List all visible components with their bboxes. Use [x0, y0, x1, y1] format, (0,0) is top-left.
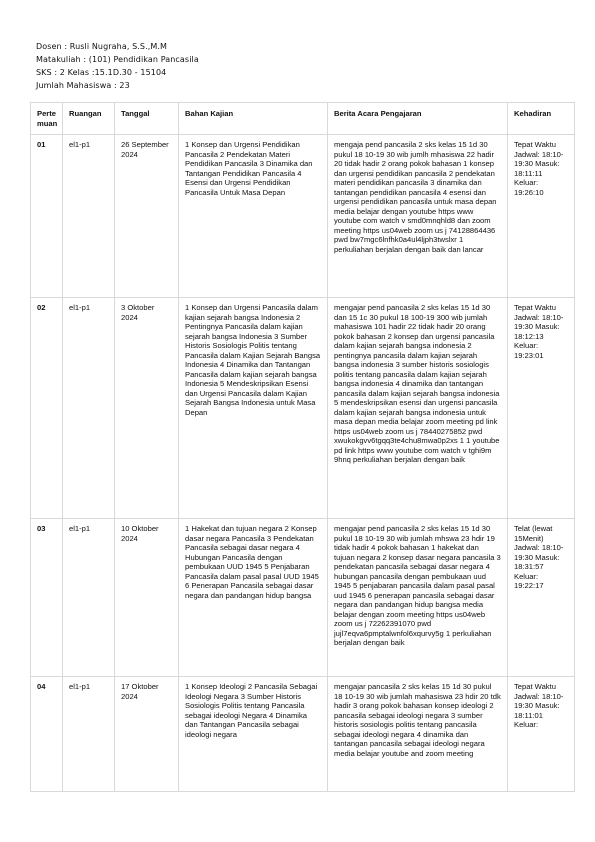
jumlah-mahasiswa-line: Jumlah Mahasiswa : 23 [36, 81, 130, 90]
dosen-line: Dosen : Rusli Nugraha, S.S.,M.M [36, 42, 168, 51]
document-header [36, 40, 199, 92]
cell-tanggal: 26 September 2024 [115, 135, 179, 298]
col-header-ruangan: Ruangan [63, 103, 115, 135]
sks-line: SKS : 2 Kelas :15.1D.30 - 15104 [36, 68, 167, 77]
table-header-row [31, 103, 575, 135]
cell-bahan-kajian: 1 Hakekat dan tujuan negara 2 Konsep dasar negara Pancasila 3 Pendekatan Pancasila sebagai dasar negara 4 Hubungan Pancasila dengan pembukaan UUD 1945 5 Penjabaran Pancasila dalam pasal pasal UUD 1945 6 Penerapan Pancasila sebagai dasar negara dan pandangan hidup bangsa [179, 519, 328, 677]
cell-kehadiran: Tepat Waktu Jadwal: 18:10-19:30 Masuk: 18:11:11 Keluar: 19:26:10 [508, 135, 575, 298]
col-header-tanggal: Tanggal [115, 103, 179, 135]
cell-ruangan: el1-p1 [63, 519, 115, 677]
cell-pertemuan: 03 [31, 519, 63, 677]
cell-tanggal: 10 Oktober 2024 [115, 519, 179, 677]
cell-pertemuan: 02 [31, 298, 63, 519]
table-row [31, 677, 575, 792]
cell-pertemuan: 01 [31, 135, 63, 298]
table-row [31, 298, 575, 519]
cell-kehadiran: Tepat Waktu Jadwal: 18:10-19:30 Masuk: 18:11:01 Keluar: [508, 677, 575, 792]
cell-berita-acara: mengajar pancasila 2 sks kelas 15 1d 30 pukul 18 10-19 30 wib jumlah mahasiswa 23 hdir 20 tdk hadir 3 orang pokok bahasan konsep ideologi 2 pancasila sebagai ideologi negara 3 sumber historis sosiologis politis tentang pancasila sebagai ideologi negara 4 dinamika dan tantangan pancasila sebagai ideologi negara media belajar youtube and zoom meeting [328, 677, 508, 792]
cell-tanggal: 17 Oktober 2024 [115, 677, 179, 792]
cell-tanggal: 3 Oktober 2024 [115, 298, 179, 519]
cell-berita-acara: mengajar pend pancasila 2 sks kelas 15 1d 30 pukul 18 10-19 30 wib jumlah mhswa 23 hdir 19 tidak hadir 4 pokok bahasan 1 hakekat dan tujuan negara 2 konsep dasar negara pancasila 3 pendekatan pancasila sebagai dasar negara 4 hubungan pancasila dengan pembukaan uud 1945 5 penjabaran pancasila dalam pasal pasal uud 1945 6 penerapan pancasila sebagai dasar negara dan pandangan hidup bangsa media belajar dengan zoom meeting https us04web zoom us j 72262391070 pwd jujl7eqva6pmptalwnfol6xqurvy5g 1 perkuliahan berjalan dengan baik [328, 519, 508, 677]
matakuliah-line: Matakuliah : (101) Pendidikan Pancasila [36, 55, 199, 64]
cell-berita-acara: mengajar pend pancasila 2 sks kelas 15 1d 30 dan 15 1c 30 pukul 18 100-19 300 wib jumlah mahasiswa 101 hadir 22 tidak hadir 20 orang pokok bahasan 2 konsep dan urgensi pancasila dalam kajian sejarah bangsa indonesia 2 pentingnya pancasila dalam kajian sejarah bangsa indonesia 3 sumber historis sosiologis politis tentang pancasila dalam kajian sejarah bangsa indonesia 4 dinamika dan tantangan pancasila dalam kajian sejarah bangsa indonesia 5 mendeskripsikan esensi dan urgensi pancasila dalam kajian sejarah bangsa indonesia untuk masa depan media belajar zoom meeting pd link https us04web zoom us j 78440275852 pwd xwukokgvv6tgqq3te4chu8mwa0p2xs 1 1 youtube pd link https www youtube com watch v tghi9m 9hnq perkuliahan berjalan dengan baik [328, 298, 508, 519]
cell-kehadiran: Telat (lewat 15Menit) Jadwal: 18:10-19:30 Masuk: 18:31:57 Keluar: 19:22:17 [508, 519, 575, 677]
cell-berita-acara: mengaja pend pancasila 2 sks kelas 15 1d 30 pukul 18 10-19 30 wib jumlh mhasiswa 22 hadir 20 tidak hadir 2 orang pokok bahasan 1 konsep dan urgensi pendidikan pancasila 2 pendekatan materi pendidikan pancasila 3 dinamika dan tantangan pendidikan pancasila 4 esensi dan urgensi pendidikan pancasila untuk masa depan media belajar dengan youtube https www youtube com watch v smd0mnqhld8 dan zoom meeting https us04web zoom us j 74128864436 pwd bw7mgc6lnfhk0a4ul4ljph3twslxr 1 perkuliahan berjalan dengan baik dan lancar [328, 135, 508, 298]
table-row [31, 135, 575, 298]
cell-kehadiran: Tepat Waktu Jadwal: 18:10-19:30 Masuk: 18:12:13 Keluar: 19:23:01 [508, 298, 575, 519]
cell-pertemuan: 04 [31, 677, 63, 792]
cell-ruangan: el1-p1 [63, 677, 115, 792]
attendance-table [30, 102, 575, 792]
table-row [31, 519, 575, 677]
cell-bahan-kajian: 1 Konsep dan Urgensi Pendidikan Pancasila 2 Pendekatan Materi Pendidikan Pancasila 3 Dinamika dan Tantangan Pendidikan Pancasila 4 Esensi dan Urgensi Pendidikan Pancasila Untuk Masa Depan [179, 135, 328, 298]
col-header-pertemuan: Perte muan [31, 103, 63, 135]
cell-bahan-kajian: 1 Konsep dan Urgensi Pancasila dalam kajian sejarah bangsa Indonesia 2 Pentingnya Pancasila dalam kajian sejarah bangsa Indonesia 3 Sumber Historis Sosiologis Politis tentang Pancasila dalam Kajian Sejarah Bangsa Indonesia 4 Dinamika dan Tantangan Pancasila dalam kajian sejarah bangsa Indonesia 5 Mendeskripsikan Esensi dan Urgensi Pancasila dalam Kajian Sejarah Bangsa Indonesia untuk Masa Depan [179, 298, 328, 519]
col-header-berita-acara: Berita Acara Pengajaran [328, 103, 508, 135]
cell-ruangan: el1-p1 [63, 298, 115, 519]
cell-ruangan: el1-p1 [63, 135, 115, 298]
col-header-kehadiran: Kehadiran [508, 103, 575, 135]
cell-bahan-kajian: 1 Konsep Ideologi 2 Pancasila Sebagai Ideologi Negara 3 Sumber Historis Sosiologis Politis tentang Pancasila sebagai ideologi Negara 4 Dinamika dan Tantangan Pancasila sebagai ideologi negara [179, 677, 328, 792]
col-header-bahan-kajian: Bahan Kajian [179, 103, 328, 135]
